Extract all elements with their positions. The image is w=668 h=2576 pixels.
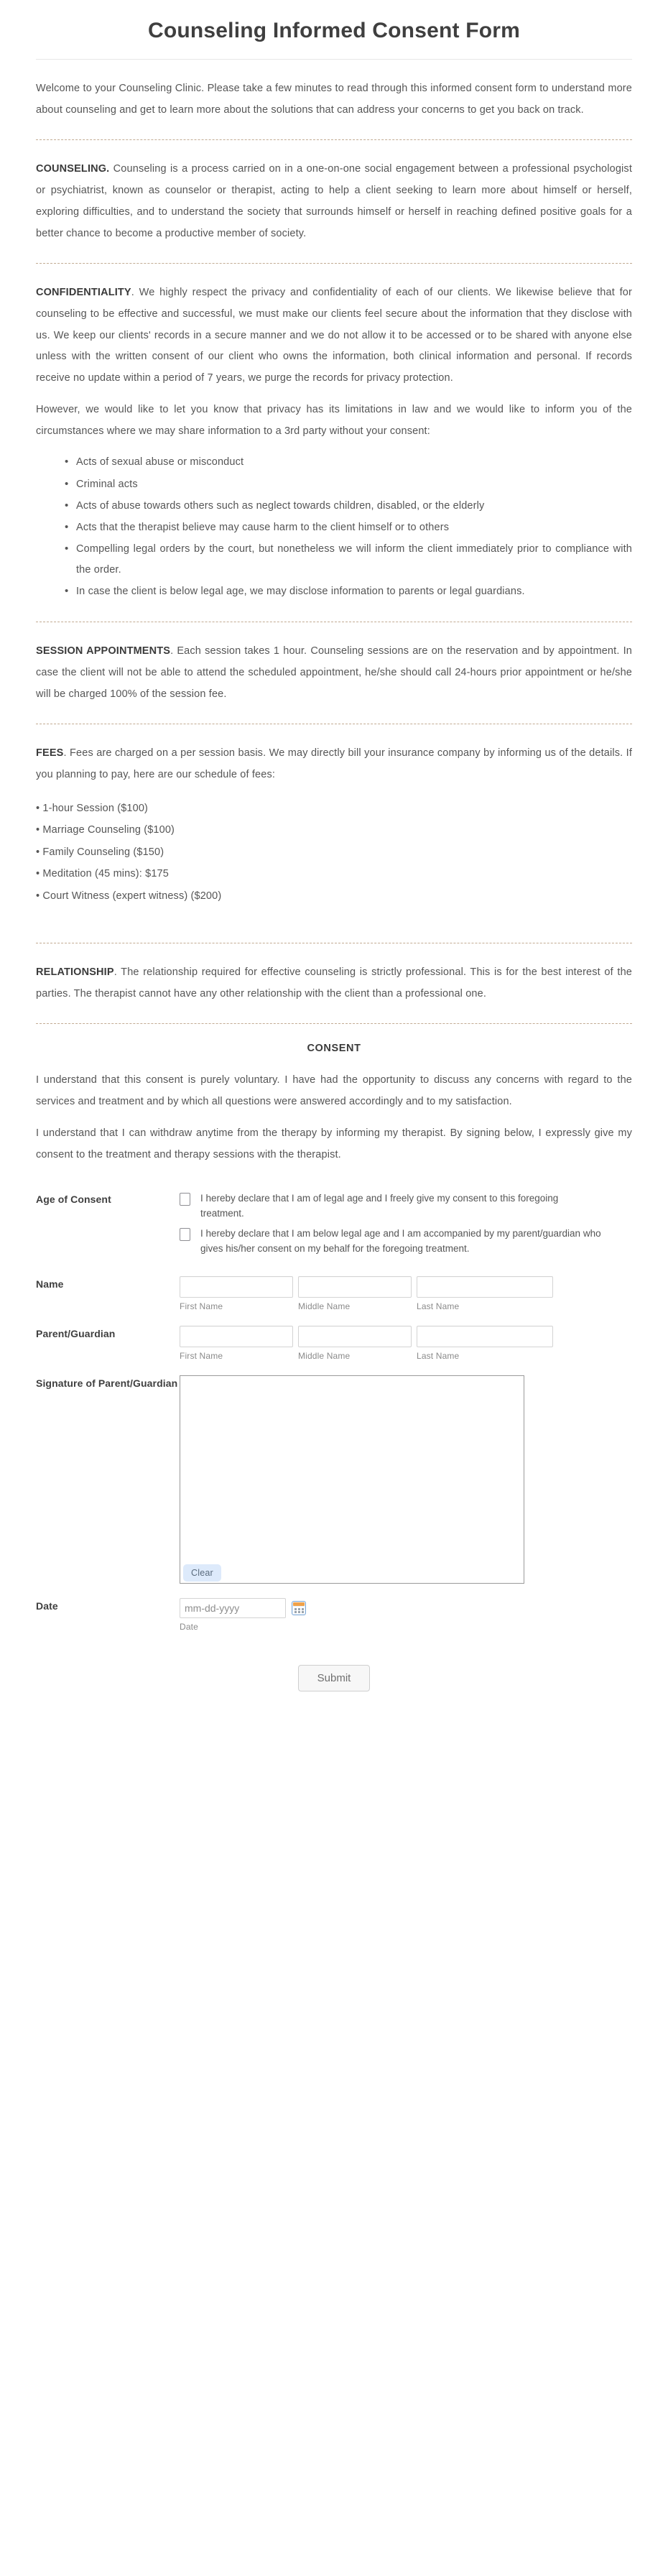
submit-button[interactable]: Submit	[298, 1665, 371, 1691]
confidentiality-paragraph-2: However, we would like to let you know that privacy has its limitations in law and we would like to inform you of the circumstances where we may share information to a 3rd party without your consent:	[36, 403, 632, 437]
date-input[interactable]	[180, 1598, 286, 1618]
list-item: • Marriage Counseling ($100)	[36, 824, 175, 836]
list-item: • Acts of abuse towards others such as neglect towards children, disabled, or the elderly	[65, 496, 632, 516]
section-session-appointments	[0, 622, 668, 724]
parent-guardian-middle-input[interactable]	[298, 1326, 412, 1347]
fees-text: . Fees are charged on a per session basis. We may directly bill your insurance company by informing us of the details. If you planning to pay, here are our schedule of fees:	[36, 747, 632, 781]
counseling-paragraph	[36, 159, 632, 244]
section-relationship	[0, 943, 668, 1023]
section-confidentiality	[0, 264, 668, 622]
session-appointments-paragraph	[36, 641, 632, 705]
name-label: Name	[36, 1278, 64, 1291]
section-consent	[0, 1024, 668, 1184]
list-item: • Meditation (45 mins): $175	[36, 868, 169, 880]
parent-guardian-last-input[interactable]	[417, 1326, 553, 1347]
consent-paragraph-2: I understand that I can withdraw anytime from the therapy by informing my therapist. By signing below, I expressly give my consent to the treatment and therapy sessions with the therapist.	[36, 1127, 632, 1160]
signature-pad[interactable]	[180, 1375, 524, 1584]
name-last-input[interactable]	[417, 1276, 553, 1298]
parent-guardian-last-sublabel: Last Name	[417, 1351, 460, 1362]
session-appointments-text: . Each session takes 1 hour. Counseling sessions are on the reservation and by appointment. In case the client will not be able to attend the scheduled appointment, he/she should call 24-hours prior appointment or he/she will be charged 100% of the session fee.	[36, 645, 632, 700]
age-of-consent-option-2[interactable]	[180, 1227, 632, 1256]
field-row-signature	[36, 1375, 632, 1584]
section-fees	[0, 724, 668, 943]
list-item: • 1-hour Session ($100)	[36, 802, 149, 814]
confidentiality-paragraph	[36, 282, 632, 389]
relationship-lead: RELATIONSHIP	[36, 966, 114, 978]
age-of-consent-option-1[interactable]	[180, 1191, 632, 1221]
checkbox-legal-age[interactable]	[180, 1193, 190, 1206]
relationship-paragraph	[36, 962, 632, 1005]
checkbox-below-legal-age[interactable]	[180, 1228, 190, 1241]
list-item: • Criminal acts	[65, 474, 632, 494]
fees-paragraph	[36, 743, 632, 785]
name-first-input[interactable]	[180, 1276, 293, 1298]
intro-paragraph: Welcome to your Counseling Clinic. Please take a few minutes to read through this informed consent form to understand more about counseling and get to learn more about the solutions that can address your concerns to get you back on track.	[36, 83, 632, 116]
date-sublabel: Date	[180, 1622, 198, 1633]
name-middle-input[interactable]	[298, 1276, 412, 1298]
name-last-sublabel: Last Name	[417, 1301, 460, 1312]
confidentiality-text: . We highly respect the privacy and confidentiality of each of our clients. We likewise believe that for counseling to be effective and successful, we must make our clients feel secure about the information that they disclose with us. We keep our clients' records in a secure manner and we do not allow it to be accessed or to be shared with anyone else unless with the written consent of our client who owns the information, both clinical information and personal. If records receive no update within a period of 7 years, we purge the records for privacy protection.	[36, 287, 632, 384]
submit-row	[36, 1646, 632, 1717]
consent-heading: CONSENT	[307, 1043, 361, 1055]
name-input-group	[180, 1276, 632, 1311]
checkbox-legal-age-label: I hereby declare that I am of legal age and I freely give my consent to this foregoing treatment.	[200, 1193, 559, 1219]
list-item: • Court Witness (expert witness) ($200)	[36, 890, 222, 902]
date-label: Date	[36, 1600, 58, 1612]
parent-guardian-label: Parent/Guardian	[36, 1328, 116, 1340]
age-of-consent-label: Age of Consent	[36, 1194, 111, 1206]
parent-guardian-middle-sublabel: Middle Name	[298, 1351, 351, 1362]
field-row-date	[36, 1598, 632, 1632]
parent-guardian-first-sublabel: First Name	[180, 1351, 223, 1362]
parent-guardian-first-input[interactable]	[180, 1326, 293, 1347]
counseling-text: Counseling is a process carried on in a one-on-one social engagement between a professional psychologist or psychiatrist, known as counselor or therapist, acting to help a client seeking to learn more about himself or herself, exploring difficulties, and to understand the society that surrounds himself or herself in reaching defined positive goals for a better chance to become a productive member of society.	[36, 163, 632, 239]
confidentiality-exceptions-list	[36, 452, 632, 601]
list-item: • Compelling legal orders by the court, but nonetheless we will inform the client immediately prior to compliance with the order.	[65, 539, 632, 580]
checkbox-below-legal-age-label: I hereby declare that I am below legal age and I am accompanied by my parent/guardian who gives his/her consent on my behalf for the foregoing treatment.	[200, 1228, 601, 1254]
age-of-consent-options	[180, 1191, 632, 1262]
counseling-lead: COUNSELING.	[36, 163, 110, 175]
parent-guardian-input-group	[180, 1326, 632, 1361]
list-item: • Acts of sexual abuse or misconduct	[65, 452, 632, 472]
list-item: • Family Counseling ($150)	[36, 846, 164, 858]
name-first-sublabel: First Name	[180, 1301, 223, 1312]
field-row-age-of-consent	[36, 1191, 632, 1262]
calendar-icon[interactable]	[292, 1601, 306, 1615]
clear-signature-button[interactable]: Clear	[183, 1564, 221, 1582]
list-item: • In case the client is below legal age, we may disclose information to parents or legal guardians.	[65, 581, 632, 601]
name-middle-sublabel: Middle Name	[298, 1301, 351, 1312]
consent-form-fields	[0, 1184, 668, 1717]
relationship-text: . The relationship required for effective counseling is strictly professional. This is for the best interest of the parties. The therapist cannot have any other relationship with the client than a professional one.	[36, 966, 632, 1000]
section-counseling	[0, 140, 668, 263]
consent-paragraph-1: I understand that this consent is purely voluntary. I have had the opportunity to discuss any concerns with regard to the services and treatment and by which all questions were answered accordingly and to my satisfaction.	[36, 1074, 632, 1108]
list-item: • Acts that the therapist believe may cause harm to the client himself or to others	[65, 517, 632, 537]
fees-lead: FEES	[36, 747, 64, 760]
field-row-parent-guardian	[36, 1326, 632, 1361]
signature-label: Signature of Parent/Guardian	[36, 1377, 178, 1390]
field-row-name	[36, 1276, 632, 1311]
confidentiality-lead: CONFIDENTIALITY	[36, 287, 131, 299]
session-appointments-lead: SESSION APPOINTMENTS	[36, 645, 171, 657]
fee-schedule-list	[36, 798, 632, 907]
page-title: Counseling Informed Consent Form	[147, 19, 521, 42]
section-intro	[0, 60, 668, 139]
